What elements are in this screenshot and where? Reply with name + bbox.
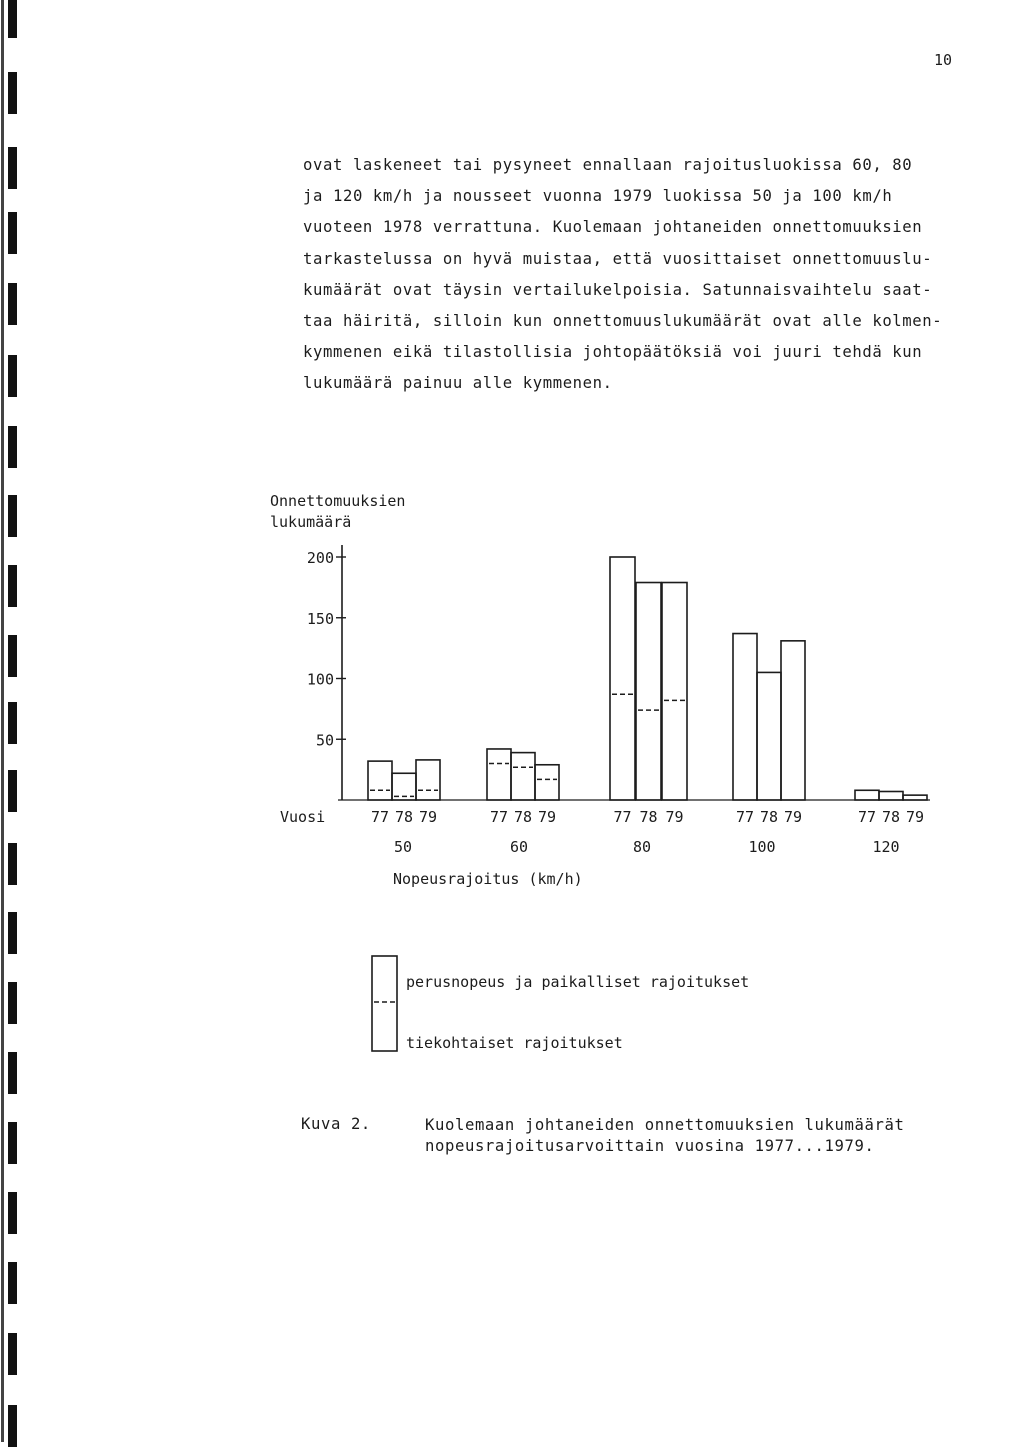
binding-hole	[8, 843, 17, 885]
bar	[416, 760, 440, 800]
binding-hole	[8, 1405, 17, 1447]
year-tick-label: 78	[759, 808, 779, 826]
speed-limit-label: 50	[393, 838, 413, 856]
binding-hole	[8, 1052, 17, 1094]
y-tick-label: 150	[306, 609, 334, 628]
binding-hole	[8, 355, 17, 397]
binding-hole	[8, 1333, 17, 1375]
binding-hole	[8, 212, 17, 254]
y-axis-label-line: lukumäärä	[270, 513, 352, 531]
speed-limit-label: 120	[872, 838, 900, 856]
year-tick-label: 79	[905, 808, 925, 826]
year-tick-label: 77	[857, 808, 877, 826]
binding-hole	[8, 770, 17, 812]
bar	[662, 583, 687, 800]
bar	[636, 583, 661, 800]
bar	[879, 791, 903, 800]
binding-hole	[8, 1262, 17, 1304]
binding-hole	[8, 702, 17, 744]
legend-lower-label: tiekohtaiset rajoitukset	[406, 1034, 623, 1052]
binding-hole	[8, 147, 17, 189]
page-number: 10	[934, 51, 953, 69]
bar	[903, 795, 927, 800]
legend-upper-label: perusnopeus ja paikalliset rajoitukset	[406, 973, 750, 991]
y-axis-label-line: Onnettomuuksien	[270, 492, 406, 510]
bar	[487, 749, 511, 800]
paragraph-line: ovat laskeneet tai pysyneet ennallaan rajoitusluokissa 60, 80	[303, 156, 913, 174]
bar	[757, 672, 781, 800]
paragraph-line: lukumäärä painuu alle kymmenen.	[303, 374, 613, 393]
paragraph-line: taa häiritä, silloin kun onnettomuuslukumäärät ovat alle kolmen-	[303, 312, 943, 331]
year-tick-label: 78	[639, 808, 658, 826]
year-tick-label: 79	[418, 808, 438, 826]
binding-hole	[8, 912, 17, 954]
paragraph-line: ja 120 km/h ja nousseet vuonna 1979 luokissa 50 ja 100 km/h	[303, 187, 893, 206]
year-tick-label: 78	[881, 808, 901, 826]
year-tick-label: 79	[665, 808, 684, 826]
paragraph-line: kumäärät ovat täysin vertailukelpoisia. Satunnaisvaihtelu saat-	[303, 280, 933, 299]
binding-hole	[8, 982, 17, 1024]
year-tick-label: 77	[735, 808, 755, 826]
bar	[855, 790, 879, 800]
year-tick-label: 77	[489, 808, 509, 826]
binding-hole	[8, 283, 17, 325]
speed-limit-label: 100	[748, 838, 776, 856]
figure-caption	[425, 1115, 904, 1157]
speed-limit-label: 60	[509, 838, 529, 856]
bar	[610, 557, 635, 800]
bar	[733, 634, 757, 800]
y-tick-label: 200	[306, 549, 334, 567]
caption-line: nopeusrajoitusarvoittain vuosina 1977...1979.	[425, 1137, 875, 1155]
binding-hole	[8, 72, 17, 114]
speed-limit-label: 80	[632, 838, 652, 856]
year-tick-label: 79	[537, 808, 557, 826]
binding-hole	[8, 495, 17, 537]
bar	[781, 641, 805, 800]
x-axis-label: Nopeusrajoitus (km/h)	[393, 870, 583, 888]
binding-hole	[8, 1192, 17, 1234]
paragraph-line: vuoteen 1978 verrattuna. Kuolemaan johtaneiden onnettomuuksien	[303, 218, 923, 237]
caption-line: Kuolemaan johtaneiden onnettomuuksien lukumäärät	[425, 1116, 905, 1134]
binding-hole	[8, 635, 17, 677]
bar	[511, 753, 535, 800]
year-row-label: Vuosi	[280, 808, 326, 826]
paragraph-line: kymmenen eikä tilastollisia johtopäätöksiä voi juuri tehdä kun	[303, 343, 923, 362]
year-tick-label: 79	[783, 808, 803, 826]
legend-box	[372, 956, 397, 1051]
paragraph-line: tarkastelussa on hyvä muistaa, että vuosittaiset onnettomuuslu-	[303, 249, 933, 268]
year-tick-label: 77	[370, 808, 390, 826]
y-tick-label: 50	[315, 731, 334, 750]
bar	[535, 765, 559, 800]
binding-hole	[8, 565, 17, 607]
y-tick-label: 100	[306, 670, 334, 689]
year-tick-label: 77	[613, 808, 632, 826]
binding-hole	[8, 0, 17, 38]
year-tick-label: 78	[513, 808, 533, 826]
binding-hole	[8, 426, 17, 468]
figure-label: Kuva 2.	[301, 1115, 371, 1133]
bar	[368, 761, 392, 800]
binding-hole	[8, 1122, 17, 1164]
year-tick-label: 78	[394, 808, 414, 826]
